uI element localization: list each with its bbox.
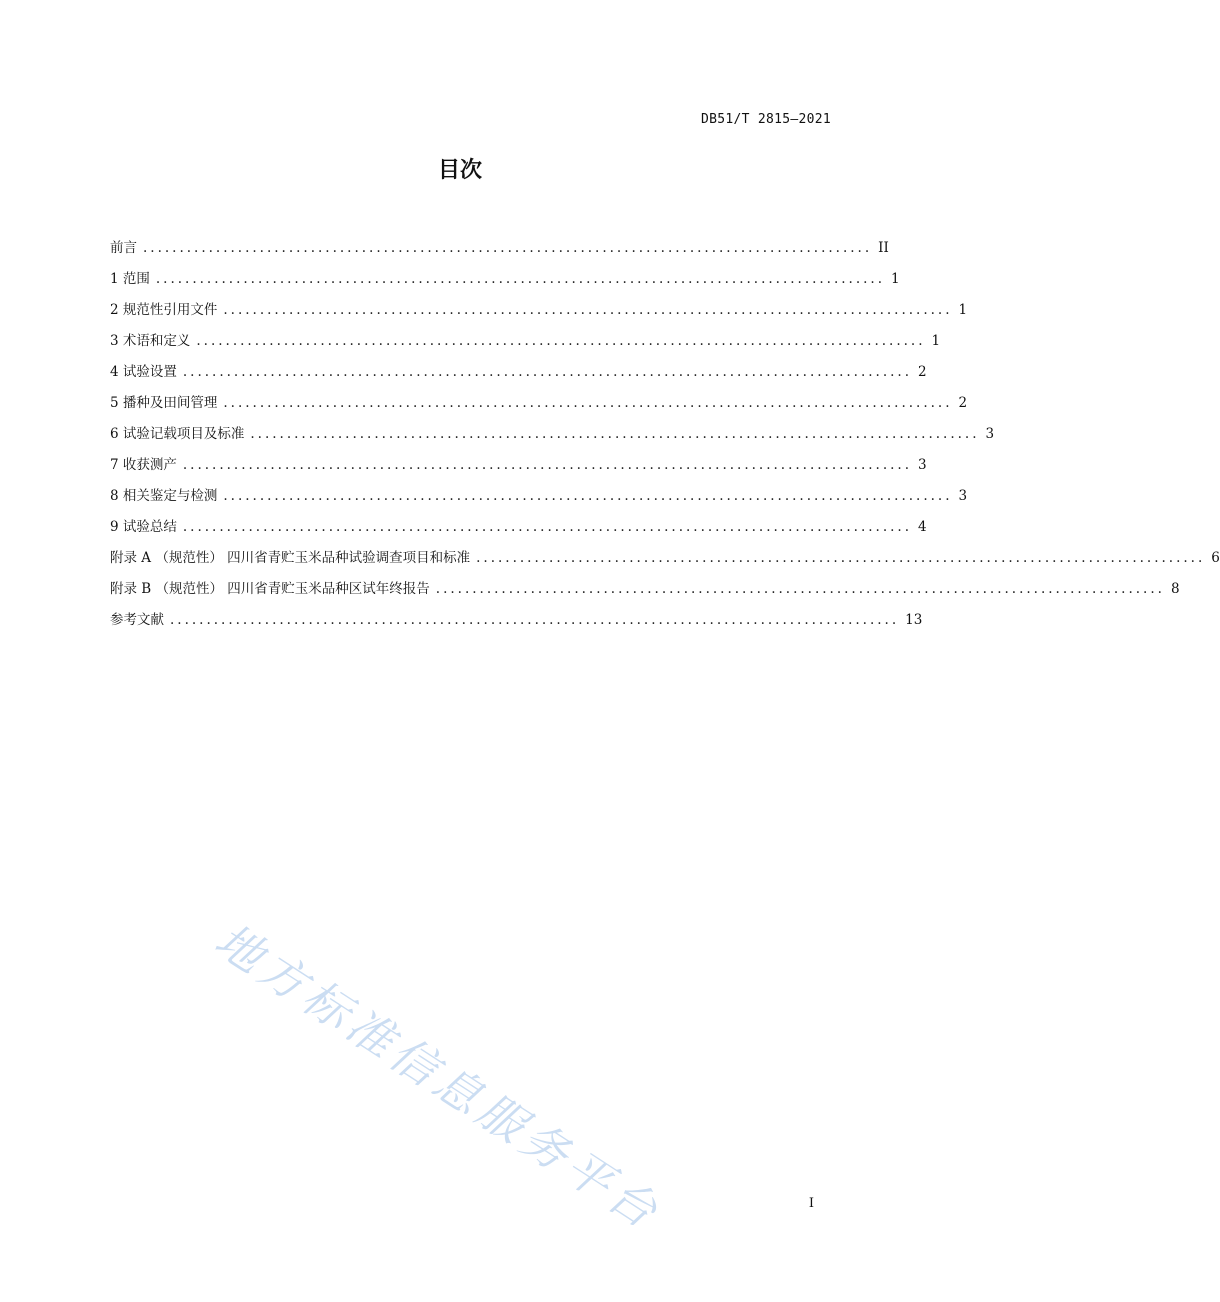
toc-leader-dots: .................................................................................................... [182, 457, 913, 473]
toc-entry-page: 13 [905, 612, 923, 628]
toc-leader-dots: .................................................................................................... [182, 519, 913, 535]
toc-leader-dots: .................................................................................................... [223, 488, 953, 504]
toc-leader-dots: .................................................................................................... [196, 333, 926, 349]
toc-entry[interactable] [110, 546, 1220, 577]
page-number: I [808, 1196, 814, 1211]
document-code: DB51/T 2815—2021 [700, 112, 831, 127]
toc-entry-page: 2 [918, 364, 927, 380]
toc-entry-label: 4 试验设置 [110, 364, 177, 380]
toc-entry-label: 8 相关鉴定与检测 [110, 488, 218, 504]
toc-entry-label: 7 收获测产 [110, 457, 177, 473]
toc-entry[interactable] [110, 422, 995, 453]
toc-entry-label: 前言 [110, 240, 137, 256]
toc-entry-label: 附录 A （规范性） 四川省青贮玉米品种试验调查项目和标准 [110, 550, 471, 566]
toc-leader-dots: .................................................................................................... [170, 612, 900, 628]
toc-entry-page: 1 [891, 271, 900, 287]
toc-entry[interactable] [110, 484, 968, 515]
toc-entry-page: 2 [958, 395, 968, 411]
toc-entry-label: 9 试验总结 [110, 519, 177, 535]
toc-entry-label: 5 播种及田间管理 [110, 395, 218, 411]
toc-leader-dots: .................................................................................................... [143, 240, 873, 256]
page-title: 目次 [437, 158, 482, 183]
toc-entry[interactable] [110, 236, 889, 267]
toc-entry[interactable] [110, 515, 927, 546]
toc-entry[interactable] [110, 453, 927, 484]
toc-entry-page: 3 [985, 426, 995, 442]
toc-entry-label: 1 范围 [110, 271, 150, 287]
toc-entry[interactable] [110, 608, 923, 639]
toc-leader-dots: .................................................................................................... [155, 271, 886, 287]
toc-entry-label: 参考文献 [110, 612, 164, 628]
table-of-contents [110, 236, 1220, 639]
toc-entry-page: 4 [918, 519, 927, 535]
toc-entry-label: 2 规范性引用文件 [110, 302, 218, 318]
toc-entry-page: II [878, 240, 889, 256]
toc-entry-page: 1 [958, 302, 968, 318]
watermark: 地方标准信息服务平台 [205, 912, 672, 1242]
toc-entry-label: 附录 B （规范性） 四川省青贮玉米品种区试年终报告 [110, 581, 430, 597]
toc-leader-dots: .................................................................................................... [250, 426, 980, 442]
toc-entry-page: 8 [1170, 581, 1180, 597]
toc-entry-label: 3 术语和定义 [110, 333, 191, 349]
toc-entry[interactable] [110, 267, 900, 298]
toc-entry-label: 6 试验记载项目及标准 [110, 426, 245, 442]
toc-leader-dots: .................................................................................................... [182, 364, 913, 380]
toc-entry-page: 6 [1211, 550, 1220, 566]
toc-entry[interactable] [110, 391, 968, 422]
toc-entry[interactable] [110, 360, 927, 391]
toc-entry-page: 3 [918, 457, 927, 473]
toc-leader-dots: .................................................................................................... [476, 550, 1206, 566]
toc-leader-dots: .................................................................................................... [223, 302, 953, 318]
toc-entry-page: 1 [931, 333, 941, 349]
toc-entry[interactable] [110, 329, 941, 360]
toc-entry[interactable] [110, 298, 968, 329]
toc-entry[interactable] [110, 577, 1180, 608]
toc-leader-dots: .................................................................................................... [435, 581, 1165, 597]
toc-entry-page: 3 [958, 488, 968, 504]
toc-leader-dots: .................................................................................................... [223, 395, 953, 411]
